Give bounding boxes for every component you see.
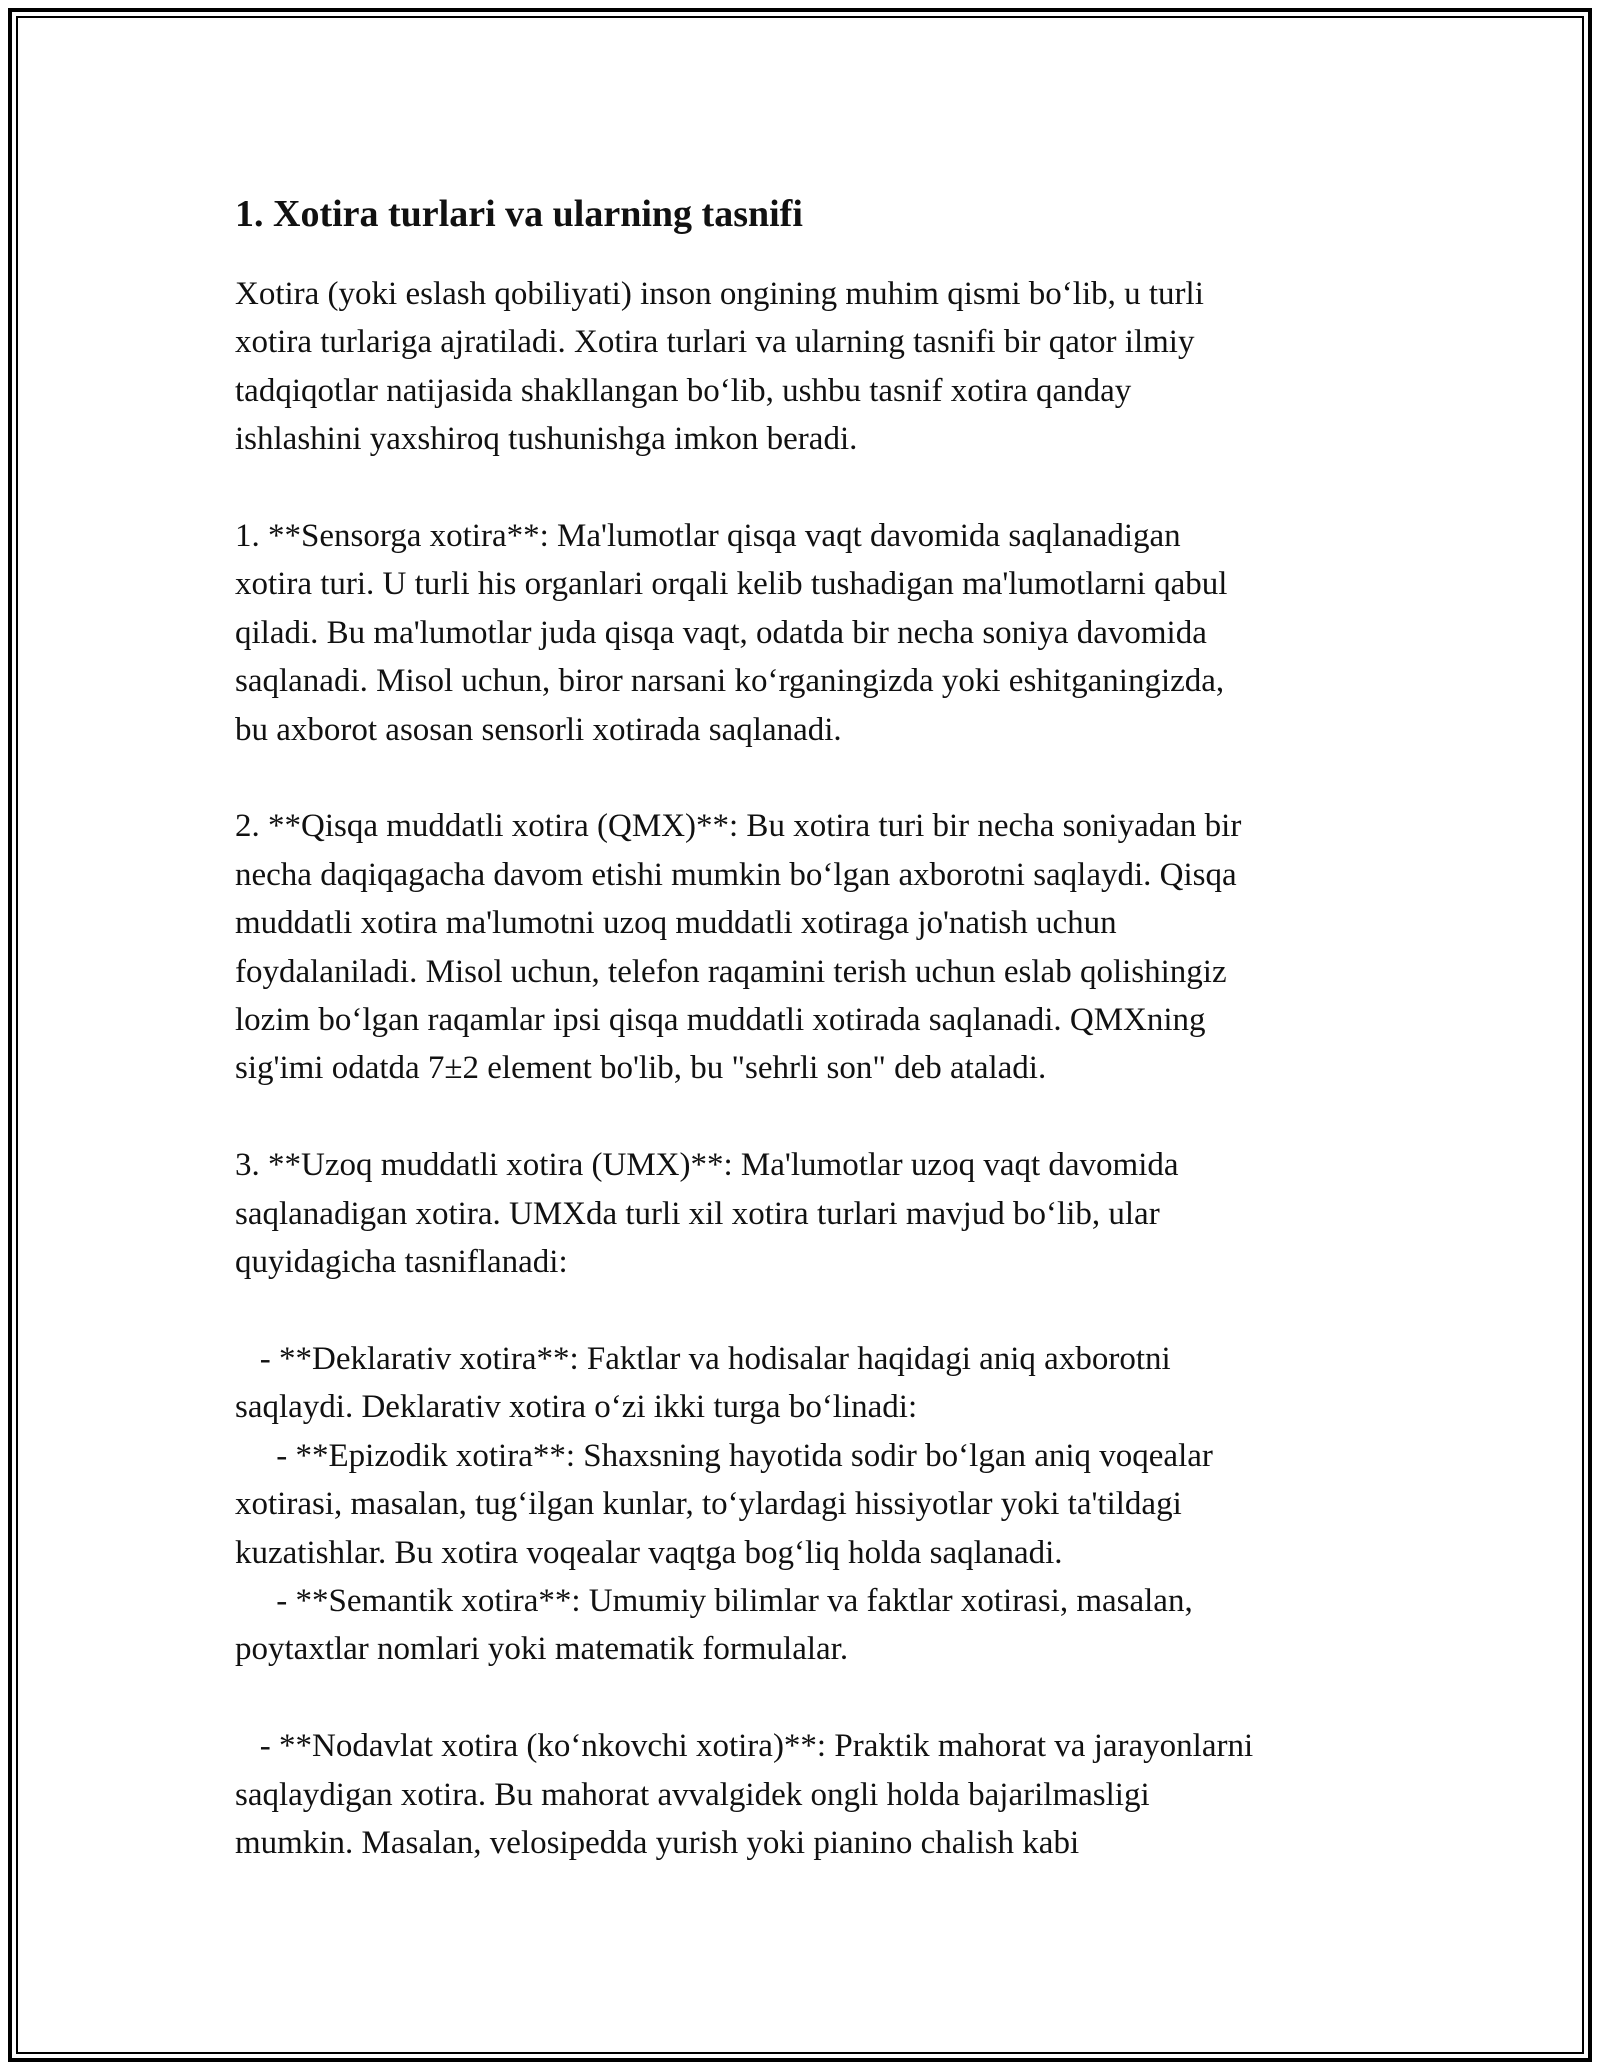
text-line: necha daqiqagacha davom etishi mumkin bo‘lgan axborotni saqlaydi. Qisqa [235,856,1237,893]
text-line: 1. **Sensorga xotira**: Ma'lumotlar qisqa vaqt davomida saqlanadigan [235,518,1181,555]
text-line: - **Nodavlat xotira (ko‘nkovchi xotira)**: Praktik mahorat va jarayonlarni [235,1728,1254,1765]
paragraph-gap [235,754,1415,802]
text-line: saqlaydi. Deklarativ xotira o‘zi ikki turga bo‘linadi: [235,1389,918,1426]
text-line: saqlaydigan xotira. Bu mahorat avvalgidek ongli holda bajarilmasligi [235,1776,1150,1813]
paragraph-long-term-memory [235,1141,1415,1286]
text-line: saqlanadigan xotira. UMXda turli xil xotira turlari mavjud bo‘lib, ular [235,1195,1160,1232]
text-line: quyidagicha tasniflanadi: [235,1244,568,1281]
text-line: 2. **Qisqa muddatli xotira (QMX)**: Bu xotira turi bir necha soniyadan bir [235,808,1242,845]
paragraph-declarative-memory [235,1335,1415,1674]
text-line: - **Epizodik xotira**: Shaxsning hayotida sodir bo‘lgan aniq voqealar [235,1437,1213,1474]
text-line: ishlashini yaxshiroq tushunishga imkon beradi. [235,421,858,458]
text-line: kuzatishlar. Bu xotira voqealar vaqtga bog‘liq holda saqlanadi. [235,1534,1063,1571]
text-line: xotira turlariga ajratiladi. Xotira turlari va ularning tasnifi bir qator ilmiy [235,324,1195,361]
paragraph-intro [235,270,1415,464]
paragraph-short-term-memory [235,802,1415,1092]
document-title: 1. Xotira turlari va ularning tasnifi [235,193,803,235]
text-line: tadqiqotlar natijasida shakllangan bo‘lib, ushbu tasnif xotira qanday [235,372,1132,409]
text-line: poytaxtlar nomlari yoki matematik formulalar. [235,1631,849,1668]
paragraph-gap [235,1286,1415,1334]
text-line: xotira turi. U turli his organlari orqali kelib tushadigan ma'lumotlarni qabul [235,566,1228,603]
paragraph-gap [235,1674,1415,1722]
paragraph-gap [235,464,1415,512]
text-line: - **Semantik xotira**: Umumiy bilimlar va faktlar xotirasi, masalan, [235,1582,1193,1619]
text-line: qiladi. Bu ma'lumotlar juda qisqa vaqt, odatda bir necha soniya davomida [235,614,1207,651]
text-line: saqlanadi. Misol uchun, biror narsani ko‘rganingizda yoki eshitganingizda, [235,663,1225,700]
text-line: sig'imi odatda 7±2 element bo'lib, bu "sehrli son" deb ataladi. [235,1050,1047,1087]
text-line: foydalaniladi. Misol uchun, telefon raqamini terish uchun eslab qolishingiz [235,953,1227,990]
text-line: - **Deklarativ xotira**: Faktlar va hodisalar haqidagi aniq axborotni [235,1340,1171,1377]
document-body [235,188,1415,1867]
text-line: lozim bo‘lgan raqamlar ipsi qisqa muddatli xotirada saqlanadi. QMXning [235,1002,1206,1039]
text-line: Xotira (yoki eslash qobiliyati) inson ongining muhim qismi bo‘lib, u turli [235,276,1204,312]
text-line: xotirasi, masalan, tug‘ilgan kunlar, to‘ylardagi hissiyotlar yoki ta'tildagi [235,1486,1182,1523]
text-line: mumkin. Masalan, velosipedda yurish yoki pianino chalish kabi [235,1824,1080,1861]
text-line: bu axborot asosan sensorli xotirada saqlanadi. [235,711,842,748]
text-line: muddatli xotira ma'lumotni uzoq muddatli xotiraga jo'natish uchun [235,905,1117,942]
paragraph-gap [235,1093,1415,1141]
paragraph-sensory-memory [235,512,1415,754]
paragraph-procedural-memory [235,1722,1415,1867]
text-line: 3. **Uzoq muddatli xotira (UMX)**: Ma'lumotlar uzoq vaqt davomida [235,1147,1179,1184]
